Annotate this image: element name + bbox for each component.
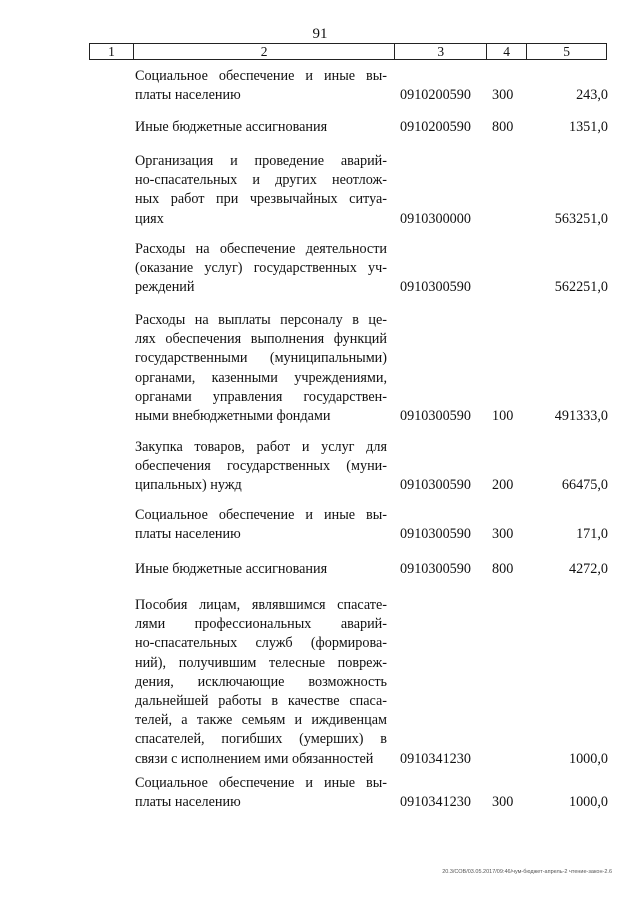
row-code: 0910200590 — [400, 119, 471, 135]
description-line: платы населению — [135, 87, 241, 104]
description-line: дальнейшей работы в качестве спаса- — [135, 693, 387, 710]
description-line: Социальное обеспечение и иные вы- — [135, 775, 387, 791]
description-line: Социальное обеспечение и иные вы- — [135, 507, 387, 523]
row-description — [135, 240, 387, 298]
description-line: связи с исполнением ими обязанностей — [135, 750, 374, 767]
row-code: 0910200590 — [400, 87, 471, 104]
row-expense-type: 800 — [492, 561, 514, 577]
row-code: 0910300590 — [400, 408, 471, 424]
row-expense-type: 300 — [492, 87, 514, 104]
row-code: 0910300590 — [400, 526, 471, 543]
description-line: Иные бюджетные ассигнования — [135, 561, 328, 577]
description-line: (оказание услуг) государственных уч- — [135, 260, 387, 277]
description-line: циях — [135, 210, 164, 227]
description-line: телей, а также семьям и иждивенцам — [135, 712, 387, 729]
column-header-1: 1 — [90, 44, 134, 60]
description-line: Организация и проведение аварий- — [135, 153, 387, 169]
description-line: Иные бюджетные ассигнования — [135, 119, 328, 135]
description-line: органами, казенными учреждениями, — [135, 369, 387, 386]
row-expense-type: 300 — [492, 526, 514, 543]
description-line: платы населению — [135, 794, 241, 811]
row-code: 0910341230 — [400, 750, 471, 767]
row-amount: 1000,0 — [568, 750, 608, 767]
row-code: 0910300000 — [400, 210, 471, 227]
row-amount: 1000,0 — [568, 794, 608, 811]
description-line: государственными (муниципальными) — [135, 350, 387, 367]
description-line: Расходы на обеспечение деятельности — [135, 241, 387, 257]
row-amount: 66475,0 — [561, 477, 608, 494]
row-description — [135, 774, 387, 812]
description-line: дения, исключающие возможность — [135, 673, 387, 690]
column-header-table — [89, 43, 607, 60]
description-line: ных работ при чрезвычайных ситуа- — [135, 191, 387, 208]
row-expense-type: 800 — [492, 119, 514, 135]
footer-file-path: 20.3/СОВ/03.05.2017/09:46/чум-бюджет-апрель-2 чтение-закон-2.6 — [442, 869, 612, 875]
column-header-3: 3 — [395, 44, 487, 60]
row-description — [135, 560, 387, 579]
column-header-row — [90, 44, 607, 60]
row-amount: 4272,0 — [568, 561, 608, 577]
row-description — [135, 67, 387, 105]
row-expense-type: 100 — [492, 408, 514, 424]
description-line: обеспечения государственных (муни- — [135, 458, 387, 475]
description-line: ципальных) нужд — [135, 477, 242, 494]
column-header-4: 4 — [487, 44, 527, 60]
row-description — [135, 311, 387, 426]
description-line: Расходы на выплаты персоналу в це- — [135, 312, 387, 328]
row-expense-type: 200 — [492, 477, 514, 494]
description-line: ными внебюджетными фондами — [135, 408, 331, 425]
row-code: 0910341230 — [400, 794, 471, 811]
description-line: лях обеспечения выполнения функций — [135, 331, 387, 348]
page-number: 91 — [312, 26, 328, 42]
row-description — [135, 118, 387, 137]
description-line: Закупка товаров, работ и услуг для — [135, 439, 387, 455]
row-code: 0910300590 — [400, 477, 471, 494]
column-header-5: 5 — [527, 44, 607, 60]
row-amount: 491333,0 — [554, 408, 608, 424]
description-line: но-спасательных и других неотлож- — [135, 172, 387, 189]
description-line: реждений — [135, 279, 195, 296]
row-expense-type: 300 — [492, 794, 514, 811]
row-description — [135, 152, 387, 229]
row-amount: 171,0 — [576, 526, 608, 543]
row-code: 0910300590 — [400, 561, 471, 577]
row-code: 0910300590 — [400, 279, 471, 296]
description-line: Пособия лицам, являвшимся спасате- — [135, 597, 387, 613]
description-line: ний), получившим телесные повреж- — [135, 654, 387, 671]
description-line: лями профессиональных аварий- — [135, 616, 387, 633]
row-amount: 1351,0 — [568, 119, 608, 135]
description-line: органами управления государствен- — [135, 388, 387, 405]
row-description — [135, 438, 387, 496]
row-amount: 243,0 — [576, 87, 608, 104]
row-amount: 563251,0 — [554, 210, 608, 227]
description-line: спасателей, погибших (умерших) в — [135, 731, 387, 748]
description-line: но-спасательных служб (формирова- — [135, 635, 387, 652]
description-line: платы населению — [135, 526, 241, 543]
row-description — [135, 596, 387, 769]
row-amount: 562251,0 — [554, 279, 608, 296]
description-line: Социальное обеспечение и иные вы- — [135, 68, 387, 84]
row-description — [135, 506, 387, 544]
column-header-2: 2 — [133, 44, 394, 60]
